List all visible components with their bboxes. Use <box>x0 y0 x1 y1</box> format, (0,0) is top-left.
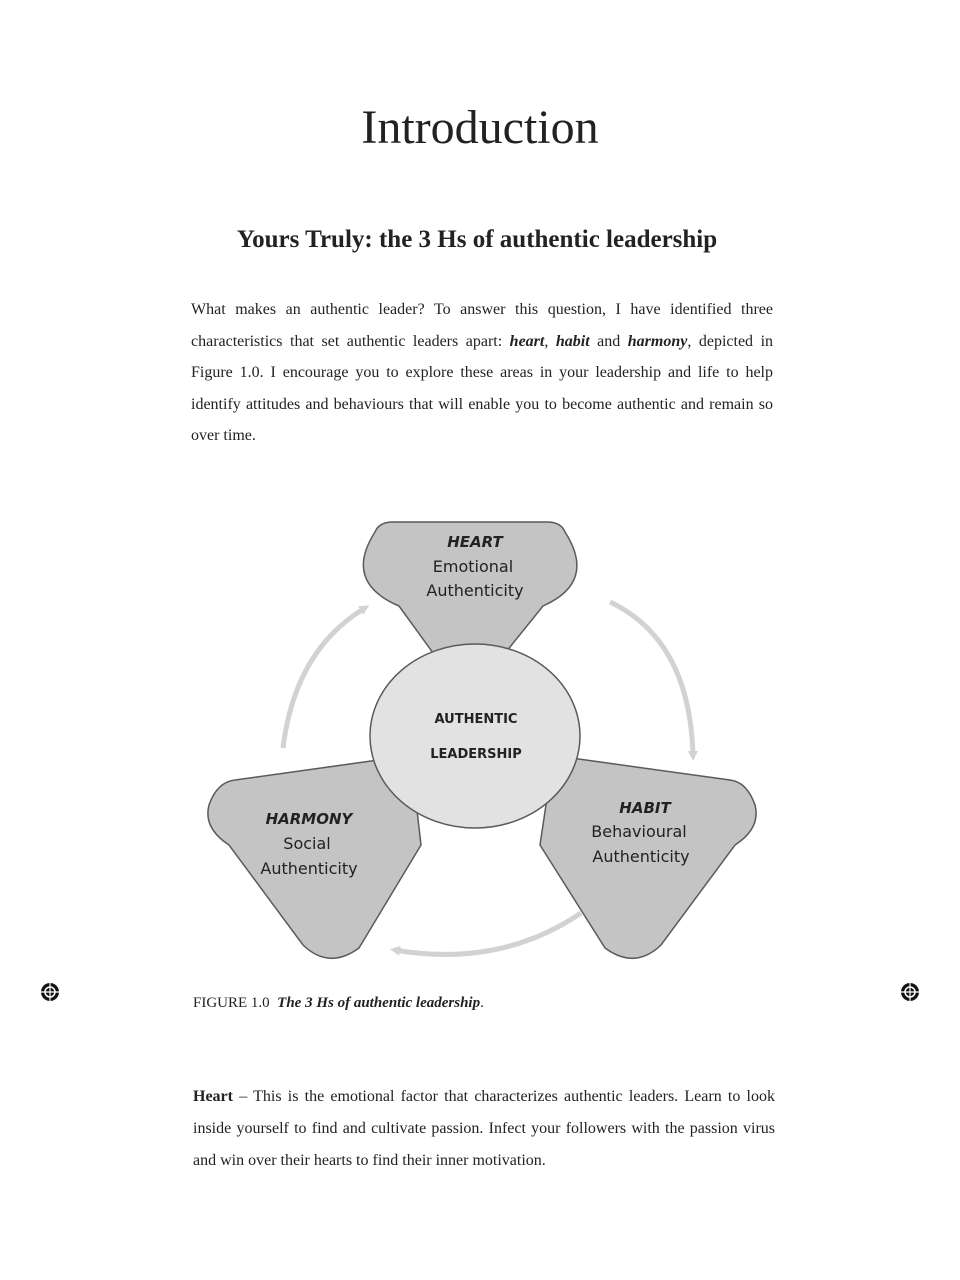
arrow-habit-to-harmony <box>395 913 581 954</box>
chapter-title: Introduction <box>361 101 599 154</box>
heart-line2: Authenticity <box>426 581 524 600</box>
term-harmony: harmony <box>627 332 688 350</box>
arrow-harmony-to-heart <box>283 608 365 748</box>
figure-caption <box>193 995 773 1012</box>
term-habit: habit <box>555 332 590 350</box>
habit-line1: Behavioural <box>591 822 687 841</box>
center-label-line1: AUTHENTIC <box>434 712 518 727</box>
intro-sep-2: and <box>589 332 628 350</box>
term-heart: heart <box>509 332 545 350</box>
figure-3hs-diagram <box>195 510 775 980</box>
intro-text-2: , depicted in Figure 1.0. I encourage you to explore these areas in your leadership and life to help identify attitudes and behaviours that will enable you to become authentic and remain so over time. <box>191 332 774 444</box>
intro-text-1: What makes an authentic leader? To answer this question, I have identified three characteristics that set authentic leaders apart: <box>191 301 773 350</box>
caption-title: The 3 Hs of authentic leadership <box>277 995 481 1011</box>
caption-label: FIGURE 1.0 <box>193 995 270 1011</box>
center-label-line2: LEADERSHIP <box>430 747 522 762</box>
intro-sep-1: , <box>544 332 556 350</box>
registration-mark-right-icon <box>899 981 921 1003</box>
section-heading: Yours Truly: the 3 Hs of authentic leadership <box>236 226 718 253</box>
diagram-svg <box>195 510 775 980</box>
harmony-line1: Social <box>283 834 331 853</box>
arrow-heart-to-habit <box>610 602 693 756</box>
center-circle <box>370 644 580 828</box>
habit-line2: Authenticity <box>592 847 690 866</box>
harmony-line2: Authenticity <box>260 859 358 878</box>
registration-mark-left-icon <box>39 981 61 1003</box>
habit-title: HABIT <box>619 799 671 817</box>
heart-paragraph <box>193 1081 775 1177</box>
heart-para-text: – This is the emotional factor that characterizes authentic leaders. Learn to look inside yourself to find and cultivate passion. Infect your followers with the passion virus and win over their hearts to find their inner motivation. <box>193 1088 775 1169</box>
heart-para-term: Heart <box>193 1088 233 1105</box>
caption-end: . <box>480 995 484 1011</box>
heart-title: HEART <box>447 533 503 551</box>
intro-paragraph <box>191 294 773 452</box>
harmony-title: HARMONY <box>265 810 353 828</box>
heart-line1: Emotional <box>432 557 514 576</box>
